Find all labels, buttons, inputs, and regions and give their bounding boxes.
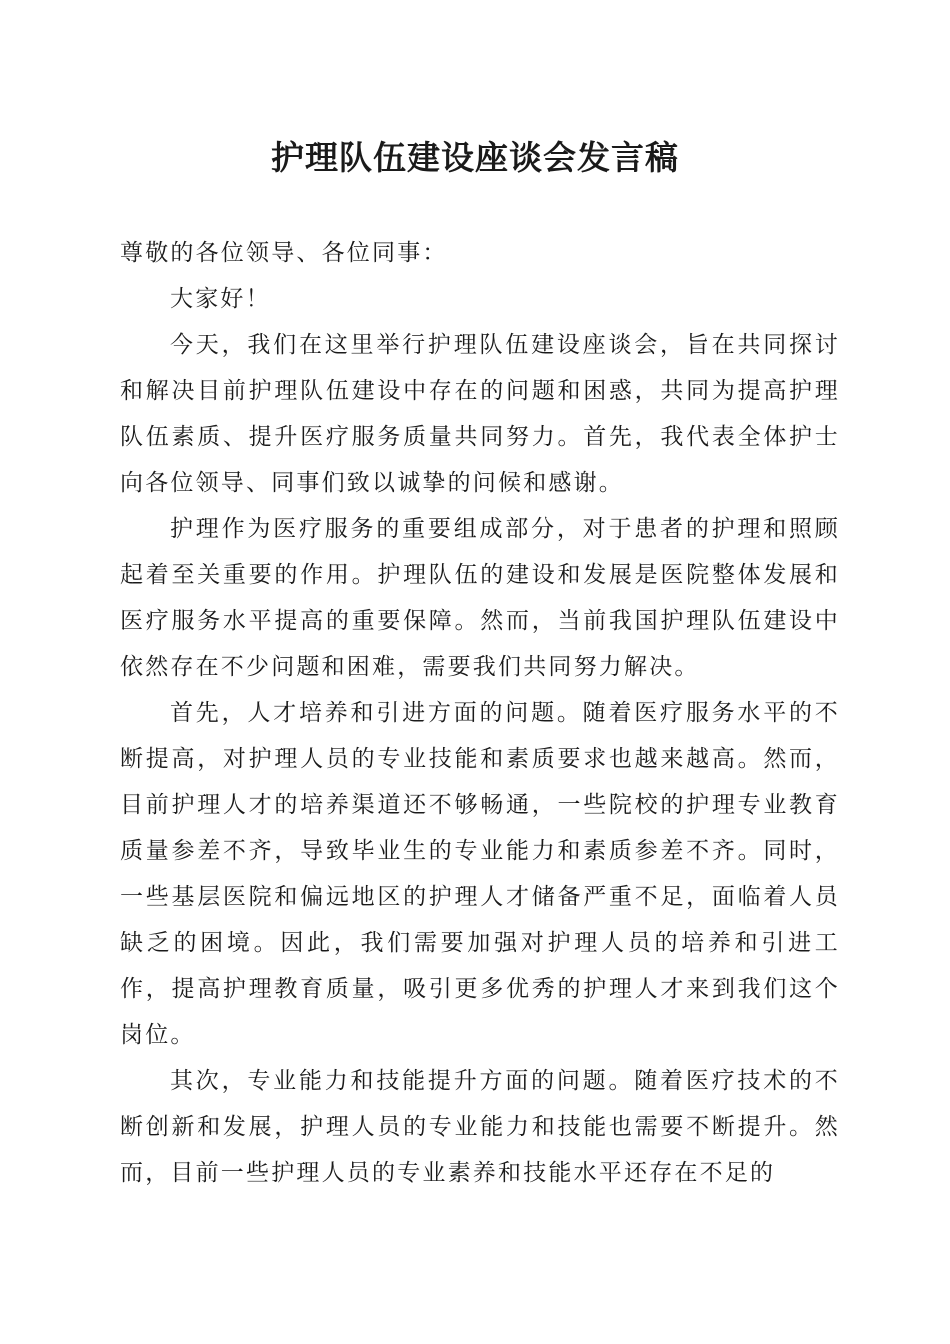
document-title: 护理队伍建设座谈会发言稿 (271, 138, 679, 177)
paragraph-importance: 护理作为医疗服务的重要组成部分，对于患者的护理和照顾起着至关重要的作用。护理队伍的建设和发展是医院整体发展和医疗服务水平提高的重要保障。然而，当前我国护理队伍建设中依然存在不少问题和困难，需要我们共同努力解决。 (120, 516, 840, 680)
paragraph-intro: 今天，我们在这里举行护理队伍建设座谈会，旨在共同探讨和解决目前护理队伍建设中存在的问题和困惑，共同为提高护理队伍素质、提升医疗服务质量共同努力。首先，我代表全体护士向各位领导、同事们致以诚挚的问候和感谢。 (120, 332, 840, 496)
paragraph-greeting: 大家好！ (170, 286, 271, 312)
salutation: 尊敬的各位领导、各位同事： (120, 240, 448, 266)
paragraph-skill-improvement: 其次，专业能力和技能提升方面的问题。随着医疗技术的不断创新和发展，护理人员的专业能力和技能也需要不断提升。然而，目前一些护理人员的专业素养和技能水平还存在不足的 (120, 1068, 840, 1186)
paragraph-talent-training: 首先，人才培养和引进方面的问题。随着医疗服务水平的不断提高，对护理人员的专业技能和素质要求也越来越高。然而，目前护理人才的培养渠道还不够畅通，一些院校的护理专业教育质量参差不齐，导致毕业生的专业能力和素质参差不齐。同时，一些基层医院和偏远地区的护理人才储备严重不足，面临着人员缺乏的困境。因此，我们需要加强对护理人员的培养和引进工作，提高护理教育质量，吸引更多优秀的护理人才来到我们这个岗位。 (120, 700, 840, 1048)
document-body (120, 230, 840, 1196)
